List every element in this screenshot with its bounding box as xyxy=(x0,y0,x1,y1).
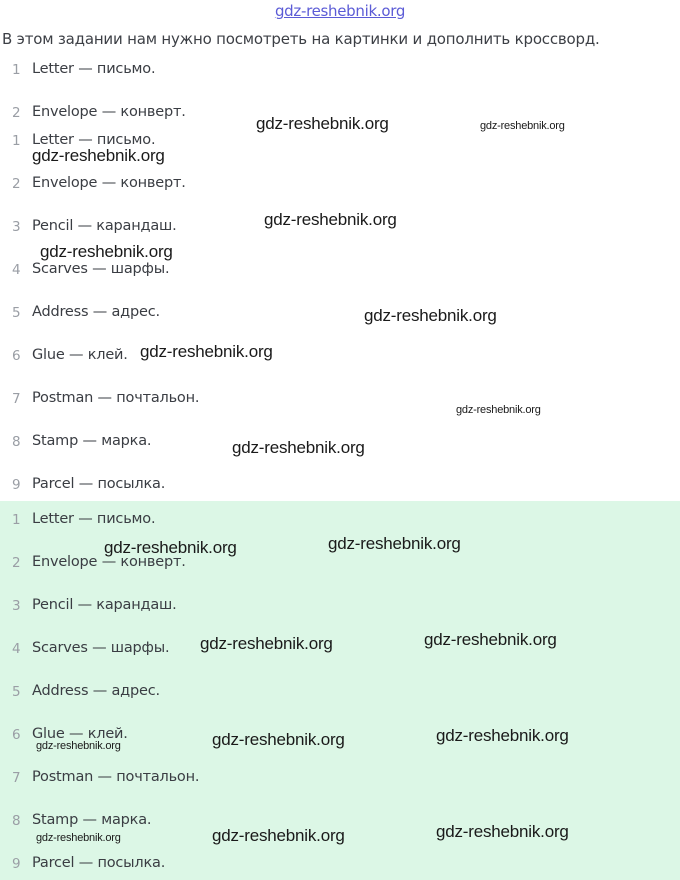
item-text: Address — адрес. xyxy=(32,683,160,699)
item-number: 1 xyxy=(12,512,21,528)
watermark: gdz-reshebnik.org xyxy=(436,822,569,841)
item-number: 6 xyxy=(12,348,21,364)
watermark: gdz-reshebnik.org xyxy=(104,538,237,557)
item-text: Letter — письмо. xyxy=(32,132,156,148)
item-number: 4 xyxy=(12,262,21,278)
watermark: gdz-reshebnik.org xyxy=(212,826,345,845)
item-text: Parcel — посылка. xyxy=(32,476,166,492)
item-number: 2 xyxy=(12,555,21,571)
item-text: Scarves — шарфы. xyxy=(32,640,170,656)
watermark: gdz-reshebnik.org xyxy=(256,114,389,133)
item-number: 7 xyxy=(12,391,21,407)
item-text: Letter — письмо. xyxy=(32,511,156,527)
item-text: Address — адрес. xyxy=(32,304,160,320)
watermark: gdz-reshebnik.org xyxy=(212,730,345,749)
watermark: gdz-reshebnik.org xyxy=(40,242,173,261)
item-text: Letter — письмо. xyxy=(32,61,156,77)
item-text: Envelope — конверт. xyxy=(32,175,186,191)
item-text: Glue — клей. xyxy=(32,726,128,742)
watermark: gdz-reshebnik.org xyxy=(32,146,165,165)
item-number: 9 xyxy=(12,477,21,493)
item-number: 1 xyxy=(12,62,21,78)
item-number: 9 xyxy=(12,856,21,872)
watermark: gdz-reshebnik.org xyxy=(456,404,541,416)
item-text: Envelope — конверт. xyxy=(32,104,186,120)
item-number: 3 xyxy=(12,598,21,614)
item-number: 2 xyxy=(12,176,21,192)
item-text: Pencil — карандаш. xyxy=(32,218,177,234)
item-text: Scarves — шарфы. xyxy=(32,261,170,277)
item-text: Stamp — марка. xyxy=(32,433,152,449)
watermark: gdz-reshebnik.org xyxy=(364,306,497,325)
item-number: 8 xyxy=(12,434,21,450)
item-number: 2 xyxy=(12,105,21,121)
item-text: Envelope — конверт. xyxy=(32,554,186,570)
watermark: gdz-reshebnik.org xyxy=(436,726,569,745)
watermark: gdz-reshebnik.org xyxy=(480,120,565,132)
item-text: Pencil — карандаш. xyxy=(32,597,177,613)
item-number: 1 xyxy=(12,133,21,149)
item-text: Postman — почтальон. xyxy=(32,769,200,785)
item-text: Stamp — марка. xyxy=(32,812,152,828)
watermark: gdz-reshebnik.org xyxy=(264,210,397,229)
site-header-link[interactable]: gdz-reshebnik.org xyxy=(274,2,406,20)
item-number: 6 xyxy=(12,727,21,743)
item-number: 3 xyxy=(12,219,21,235)
item-number: 8 xyxy=(12,813,21,829)
item-number: 5 xyxy=(12,684,21,700)
watermark: gdz-reshebnik.org xyxy=(328,534,461,553)
watermark: gdz-reshebnik.org xyxy=(424,630,557,649)
item-text: Parcel — посылка. xyxy=(32,855,166,871)
item-text: Glue — клей. xyxy=(32,347,128,363)
item-number: 5 xyxy=(12,305,21,321)
task-intro: В этом задании нам нужно посмотреть на картинки и дополнить кроссворд. xyxy=(2,30,600,48)
item-number: 7 xyxy=(12,770,21,786)
watermark: gdz-reshebnik.org xyxy=(140,342,273,361)
item-text: Postman — почтальон. xyxy=(32,390,200,406)
watermark: gdz-reshebnik.org xyxy=(36,832,121,844)
watermark: gdz-reshebnik.org xyxy=(200,634,333,653)
watermark: gdz-reshebnik.org xyxy=(232,438,365,457)
item-number: 4 xyxy=(12,641,21,657)
watermark: gdz-reshebnik.org xyxy=(36,740,121,752)
